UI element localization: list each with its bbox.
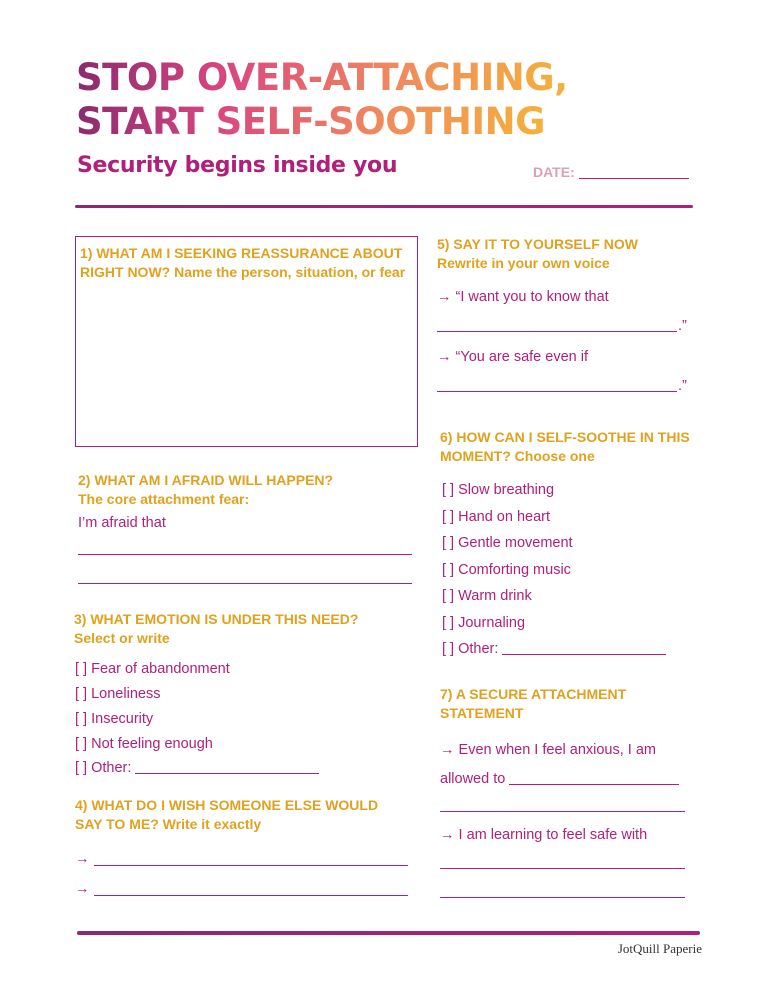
section-4-write-line[interactable] xyxy=(94,895,408,896)
section-7-write-line[interactable] xyxy=(440,811,685,812)
date-field[interactable] xyxy=(533,164,689,180)
closing-quote: .” xyxy=(678,318,687,334)
section-1-heading: 1) WHAT AM I SEEKING REASSURANCE ABOUT RIGHT NOW? Name the person, situation, or fear xyxy=(80,245,406,280)
title-line-2: START SELF-SOOTHING xyxy=(76,100,545,143)
section-5-prompt-1: → “I want you to know that xyxy=(437,289,609,305)
section-5-subheading: Rewrite in your own voice xyxy=(437,255,610,271)
section-4-subheading: SAY TO ME? Write it exactly xyxy=(75,816,262,832)
brand-footer: JotQuill Paperie xyxy=(617,941,702,956)
emotion-other-line[interactable] xyxy=(135,773,319,774)
section-7-write-line[interactable] xyxy=(440,897,685,898)
emotion-option-fear[interactable]: [ ] Fear of abandonment xyxy=(75,661,230,677)
soothe-other-line[interactable] xyxy=(502,654,666,655)
section-7-subheading: STATEMENT xyxy=(440,705,524,721)
section-6-subheading: MOMENT? Choose one xyxy=(440,448,595,464)
section-7-write-line[interactable] xyxy=(440,868,685,869)
emotion-option-not-enough[interactable]: [ ] Not feeling enough xyxy=(75,736,213,752)
allowed-to-line[interactable] xyxy=(509,784,679,785)
soothe-option-journaling[interactable]: [ ] Journaling xyxy=(442,615,526,631)
title-line-1: STOP OVER-ATTACHING, xyxy=(76,56,568,99)
section-4-heading: 4) WHAT DO I WISH SOMEONE ELSE WOULD xyxy=(75,797,379,813)
emotion-option-other[interactable] xyxy=(75,759,319,777)
section-3-subheading: Select or write xyxy=(74,630,170,646)
top-divider xyxy=(75,205,693,208)
soothe-option-warm-drink[interactable]: [ ] Warm drink xyxy=(442,588,532,604)
soothe-option-breathing[interactable]: [ ] Slow breathing xyxy=(442,482,555,498)
section-5-write-line[interactable] xyxy=(437,331,677,332)
section-2-subheading: The core attachment fear: xyxy=(78,491,250,507)
section-2-heading: 2) WHAT AM I AFRAID WILL HAPPEN? xyxy=(78,472,334,488)
section-2-prompt: I’m afraid that xyxy=(78,515,166,531)
section-7-prompt-2 xyxy=(440,770,679,788)
soothe-option-movement[interactable]: [ ] Gentle movement xyxy=(442,535,573,551)
emotion-option-insecurity[interactable]: [ ] Insecurity xyxy=(75,711,154,727)
section-5-prompt-2: → “You are safe even if xyxy=(437,349,588,365)
section-2-write-line[interactable] xyxy=(78,583,412,584)
section-4-arrow: → xyxy=(75,851,90,867)
section-7-heading: 7) A SECURE ATTACHMENT xyxy=(440,686,627,702)
soothe-option-hand-on-heart[interactable]: [ ] Hand on heart xyxy=(442,509,551,525)
section-3-heading: 3) WHAT EMOTION IS UNDER THIS NEED? xyxy=(74,611,359,627)
soothe-option-music[interactable]: [ ] Comforting music xyxy=(442,562,571,578)
closing-quote: .” xyxy=(678,378,687,394)
section-5-write-line[interactable] xyxy=(437,391,677,392)
emotion-option-loneliness[interactable]: [ ] Loneliness xyxy=(75,686,161,702)
date-line[interactable] xyxy=(579,178,689,179)
soothe-other-label: [ ] Other: xyxy=(442,641,499,657)
subtitle: Security begins inside you xyxy=(77,153,398,178)
section-7-prompt-3: → I am learning to feel safe with xyxy=(440,827,648,843)
bottom-divider xyxy=(77,931,700,935)
section-5-heading: 5) SAY IT TO YOURSELF NOW xyxy=(437,236,638,252)
section-7-prompt-1: → Even when I feel anxious, I am xyxy=(440,742,656,758)
soothe-option-other[interactable] xyxy=(442,640,666,658)
date-label: DATE: xyxy=(533,164,575,180)
section-6-heading: 6) HOW CAN I SELF-SOOTHE IN THIS xyxy=(440,429,690,445)
section-4-write-line[interactable] xyxy=(94,865,408,866)
allowed-to-label: allowed to xyxy=(440,771,506,787)
section-4-arrow: → xyxy=(75,881,90,897)
section-2-write-line[interactable] xyxy=(78,554,412,555)
emotion-other-label: [ ] Other: xyxy=(75,760,132,776)
